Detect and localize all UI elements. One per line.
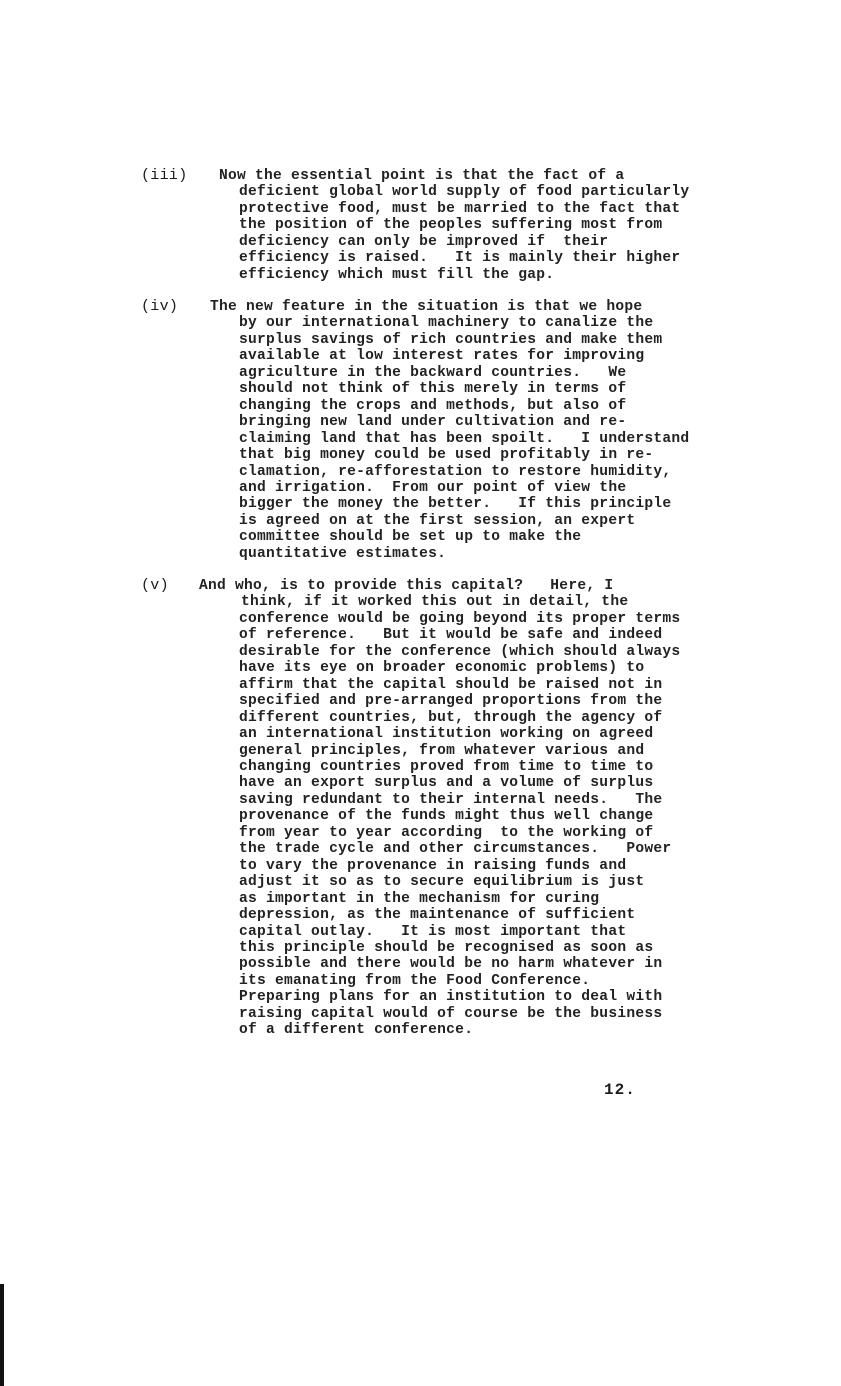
text-line: its emanating from the Food Conference. bbox=[239, 972, 591, 989]
paragraph-number: (v) bbox=[141, 577, 169, 594]
text-line: this principle should be recognised as soon as bbox=[239, 939, 654, 956]
text-line: deficiency can only be improved if their bbox=[239, 233, 609, 250]
text-line: of a different conference. bbox=[239, 1022, 474, 1039]
text-line: agriculture in the backward countries. We bbox=[239, 364, 627, 381]
text-line: by our international machinery to canalize the bbox=[239, 315, 654, 332]
text-line: as important in the mechanism for curing bbox=[239, 890, 600, 907]
text-line: committee should be set up to make the bbox=[239, 529, 582, 546]
text-line: adjust it so as to secure equilibrium is just bbox=[239, 874, 645, 891]
text-line: different countries, but, through the agency of bbox=[239, 709, 663, 726]
text-line: efficiency which must fill the gap. bbox=[239, 266, 555, 283]
text-line: raising capital would of course be the business bbox=[239, 1005, 663, 1022]
text-line: general principles, from whatever various and bbox=[239, 742, 645, 759]
text-line: have its eye on broader economic problems) to bbox=[239, 660, 645, 677]
text-line: of reference. But it would be safe and indeed bbox=[239, 627, 663, 644]
text-line: Preparing plans for an institution to deal with bbox=[239, 989, 663, 1006]
text-line: provenance of the funds might thus well change bbox=[239, 808, 654, 825]
text-line: clamation, re-afforestation to restore humidity, bbox=[239, 463, 672, 480]
text-line: quantitative estimates. bbox=[239, 545, 447, 562]
paragraph-iii bbox=[141, 168, 781, 292]
text-line: depression, as the maintenance of sufficient bbox=[239, 907, 636, 924]
text-line: that big money could be used profitably in re- bbox=[239, 447, 654, 464]
text-line: saving redundant to their internal needs. The bbox=[239, 791, 663, 808]
text-line: should not think of this merely in terms of bbox=[239, 381, 627, 398]
page-number: 12. bbox=[604, 1081, 636, 1099]
paragraph-number: (iv) bbox=[141, 298, 179, 315]
text-line: is agreed on at the first session, an expert bbox=[239, 512, 636, 529]
text-line: available at low interest rates for improving bbox=[239, 348, 645, 365]
text-line: specified and pre-arranged proportions from the bbox=[239, 693, 663, 710]
text-line: changing the crops and methods, but also of bbox=[239, 397, 627, 414]
text-line: claiming land that has been spoilt. I understand bbox=[239, 430, 690, 447]
scan-edge-mark bbox=[0, 1284, 4, 1386]
paragraph-body bbox=[210, 299, 689, 562]
text-line: And who, is to provide this capital? Here, I bbox=[199, 578, 614, 594]
text-line: surplus savings of rich countries and make them bbox=[239, 331, 663, 348]
text-line: conference would be going beyond its proper terms bbox=[239, 610, 681, 627]
text-line: think, if it worked this out in detail, the bbox=[241, 594, 629, 611]
text-line: desirable for the conference (which should always bbox=[239, 643, 681, 660]
paragraph-number: (iii) bbox=[141, 167, 188, 184]
text-line: efficiency is raised. It is mainly their higher bbox=[239, 250, 681, 267]
text-line: from year to year according to the working of bbox=[239, 824, 654, 841]
paragraph-body bbox=[199, 578, 680, 1039]
text-line: capital outlay. It is most important that bbox=[239, 923, 627, 940]
paragraph-iv bbox=[141, 299, 781, 565]
text-line: the position of the peoples suffering most from bbox=[239, 217, 663, 234]
text-line: changing countries proved from time to time to bbox=[239, 758, 654, 775]
text-line: Now the essential point is that the fact of a bbox=[219, 168, 625, 184]
text-line: affirm that the capital should be raised not in bbox=[239, 676, 663, 693]
text-line: The new feature in the situation is that we hope bbox=[210, 299, 643, 315]
text-line: have an export surplus and a volume of surplus bbox=[239, 775, 654, 792]
text-line: protective food, must be married to the fact that bbox=[239, 200, 681, 217]
text-line: the trade cycle and other circumstances. Power bbox=[239, 841, 672, 858]
paragraph-body bbox=[219, 168, 689, 283]
text-line: deficient global world supply of food particularly bbox=[239, 184, 690, 201]
paragraph-v bbox=[141, 578, 781, 1044]
text-line: possible and there would be no harm whatever in bbox=[239, 956, 663, 973]
text-line: and irrigation. From our point of view the bbox=[239, 479, 627, 496]
text-line: to vary the provenance in raising funds and bbox=[239, 857, 627, 874]
text-line: bigger the money the better. If this principle bbox=[239, 496, 672, 513]
text-line: an international institution working on agreed bbox=[239, 726, 654, 743]
text-line: bringing new land under cultivation and re- bbox=[239, 414, 627, 431]
